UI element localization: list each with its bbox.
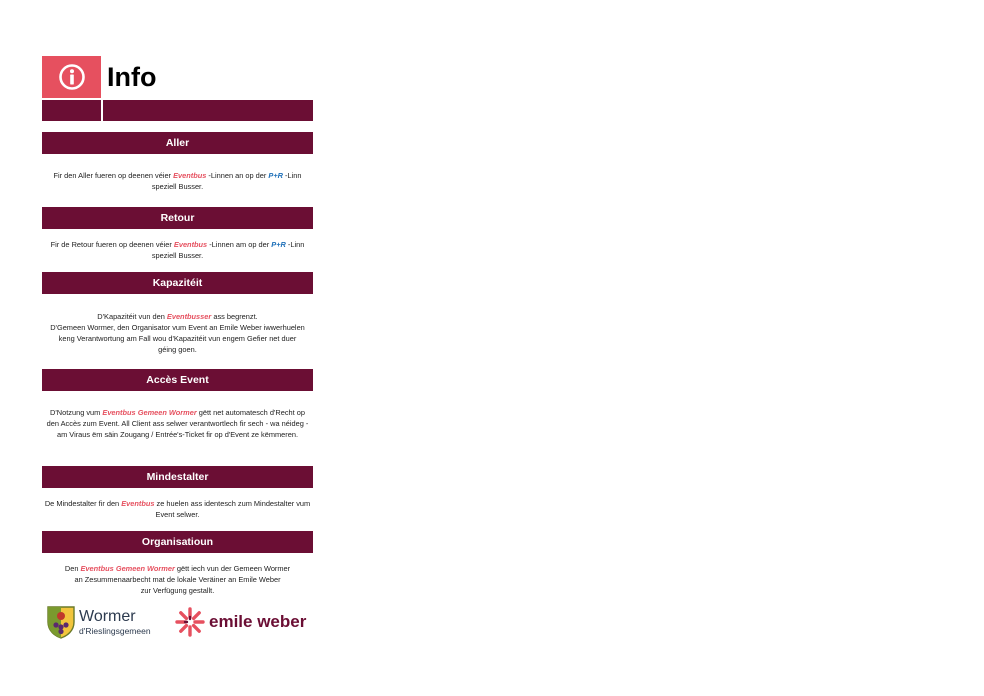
logos-row	[42, 604, 313, 640]
eventbus-highlight: Eventbus	[173, 240, 208, 249]
eventbus-highlight: Eventbus Gemeen Wormer	[102, 408, 197, 417]
info-header	[42, 56, 313, 100]
wormer-crest-icon	[46, 605, 76, 639]
emile-weber-name: emile weber	[209, 612, 307, 631]
pr-highlight: P+R	[271, 240, 286, 249]
info-panel	[42, 56, 313, 636]
eventbus-highlight: Eventbus	[121, 499, 155, 508]
pr-highlight: P+R	[268, 171, 283, 180]
section-organisatioun	[42, 531, 313, 596]
section-text: De Mindestalter fir den Eventbus ze huelen ass identesch zum Mindestalter vum Event selwer.	[44, 499, 311, 519]
emile-weber-star-icon	[174, 606, 206, 638]
section-heading: Kapazitéit	[42, 272, 313, 294]
section-text: Fir de Retour fueren op deenen véier Eventbus -Linnen am op der P+R -Linn speziell Busser.	[50, 240, 305, 260]
section-heading: Aller	[42, 132, 313, 154]
eventbus-highlight: Eventbusser	[166, 312, 212, 321]
section-text: D'Kapazitéit vun den Eventbusser ass begrenzt. D'Gemeen Wormer, den Organisator vum Event an Emile Weber iwwerhuelen keng Verantwortung am Fall wou d'Kapazitéit vun engem Gefier net duer géing goen.	[50, 312, 305, 354]
section-text: Den Eventbus Gemeen Wormer gëtt iech vun der Gemeen Wormer an Zesummenaarbecht mat de lokale Veräiner an Emile Weber zur Verfügung gestallt.	[64, 564, 291, 595]
info-circle-icon	[58, 63, 86, 91]
emile-weber-logo	[174, 604, 306, 640]
section-mindestalter	[42, 466, 313, 520]
info-badge	[42, 56, 101, 98]
eventbus-highlight: Eventbus Gemeen Wormer	[80, 564, 175, 573]
section-acces-event	[42, 369, 313, 440]
title-bar	[42, 100, 313, 121]
wormer-name: Wormer	[79, 607, 136, 625]
section-text: Fir den Aller fueren op deenen véier Eventbus -Linnen an op der P+R -Linn speziell Busser.	[53, 171, 302, 191]
wormer-logo	[46, 604, 151, 640]
section-heading: Mindestalter	[42, 466, 313, 488]
wormer-subtitle: d'Rieslingsgemeen	[79, 625, 151, 636]
section-heading: Retour	[42, 207, 313, 229]
page-title: Info	[107, 62, 157, 92]
section-retour	[42, 207, 313, 261]
section-aller	[42, 132, 313, 192]
section-kapazitet	[42, 272, 313, 355]
section-text: D'Notzung vum Eventbus Gemeen Wormer gëtt net automatesch d'Recht op den Accès zum Event. All Client ass selwer verantwortlech fir sech - wa néideg - am Viraus ëm säin Zougang / Entrée's-Ticket fir op d'Event ze këmmeren.	[46, 408, 309, 439]
section-heading: Accès Event	[42, 369, 313, 391]
title-bar-divider	[101, 100, 103, 121]
eventbus-highlight: Eventbus	[173, 171, 207, 180]
section-heading: Organisatioun	[42, 531, 313, 553]
